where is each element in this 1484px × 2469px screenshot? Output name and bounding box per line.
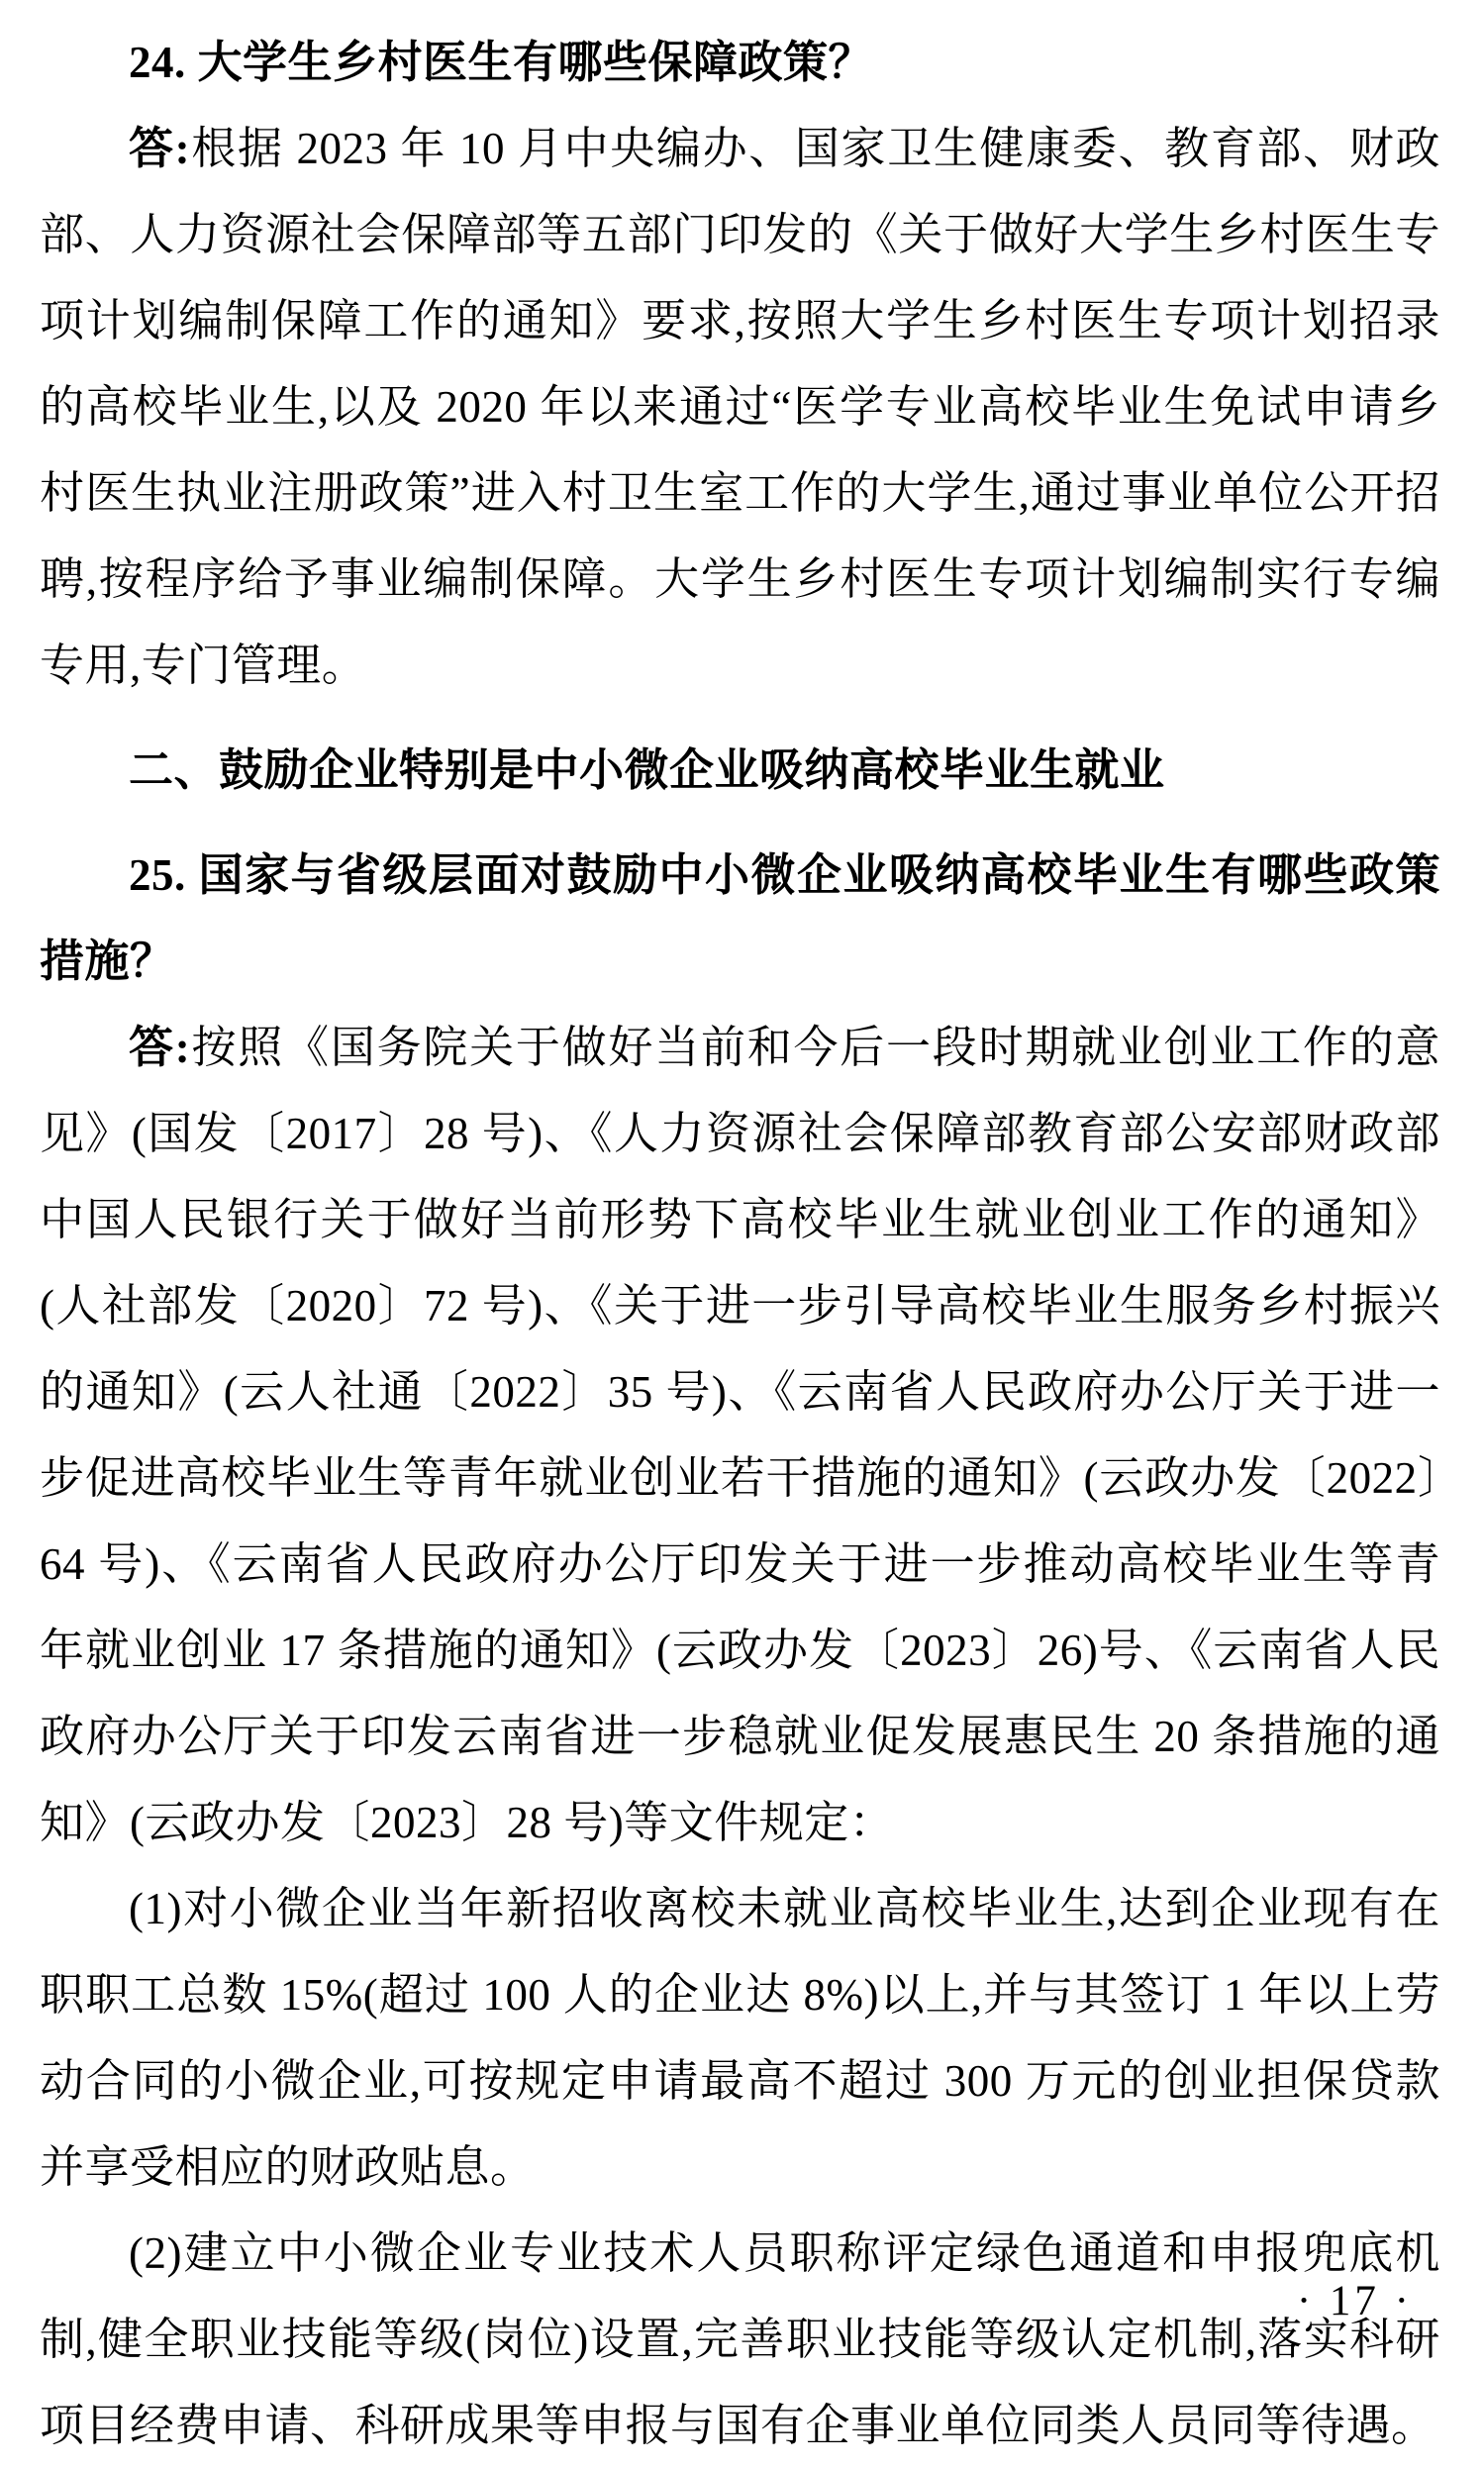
question-24-answer-label: 答: bbox=[129, 124, 191, 173]
question-24-answer-text: 根据 2023 年 10 月中央编办、国家卫生健康委、教育部、财政部、人力资源社会保障部等五部门印发的《关于做好大学生乡村医生专项计划编制保障工作的通知》要求,按照大学生乡村医生专项计划招录的高校毕业生,以及 2020 年以来通过“医学专业高校毕业生免试申请乡村医生执业注册政策”进入村卫生室工作的大学生,通过事业单位公开招聘,按程序给予事业编制保障。大学生乡村医生专项计划编制实行专编专用,专门管理。 bbox=[40, 124, 1440, 690]
section-2-heading: 二、鼓励企业特别是中小微企业吸纳高校毕业生就业 bbox=[129, 745, 1165, 795]
question-25-item-2: (2)建立中小微企业专业技术人员职称评定绿色通道和申报兜底机制,健全职业技能等级(岗位)设置,完善职业技能等级认定机制,落实科研项目经费申请、科研成果等申报与国有企事业单位同类人员同等待遇。 bbox=[40, 2228, 1440, 2450]
question-25-answer-text: 按照《国务院关于做好当前和今后一段时期就业创业工作的意见》(国发〔2017〕28 号)、《人力资源社会保障部教育部公安部财政部中国人民银行关于做好当前形势下高校毕业生就业创业工作的通知》(人社部发〔2020〕72 号)、《关于进一步引导高校毕业生服务乡村振兴的通知》(云人社通〔2022〕35 号)、《云南省人民政府办公厅关于进一步促进高校毕业生等青年就业创业若干措施的通知》(云政办发〔2022〕64 号)、《云南省人民政府办公厅印发关于进一步推动高校毕业生等青年就业创业 17 条措施的通知》(云政办发〔2023〕26)号、《云南省人民政府办公厅关于印发云南省进一步稳就业促发展惠民生 20 条措施的通知》(云政办发〔2023〕28 号)等文件规定： bbox=[40, 1023, 1440, 1847]
question-25-item-1: (1)对小微企业当年新招收离校未就业高校毕业生,达到企业现有在职职工总数 15%(超过 100 人的企业达 8%)以上,并与其签订 1 年以上劳动合同的小微企业,可按规定申请最高不超过 300 万元的创业担保贷款并享受相应的财政贴息。 bbox=[40, 1884, 1440, 2192]
question-24-answer bbox=[40, 106, 1440, 709]
question-25-answer-label: 答: bbox=[129, 1023, 191, 1072]
question-24-title: 24. 大学生乡村医生有哪些保障政策？ bbox=[129, 38, 874, 87]
page-number: · 17 · bbox=[1296, 2278, 1413, 2324]
question-25-answer bbox=[40, 1005, 1440, 1866]
question-25-title: 25. 国家与省级层面对鼓励中小微企业吸纳高校毕业生有哪些政策措施？ bbox=[40, 850, 1440, 986]
